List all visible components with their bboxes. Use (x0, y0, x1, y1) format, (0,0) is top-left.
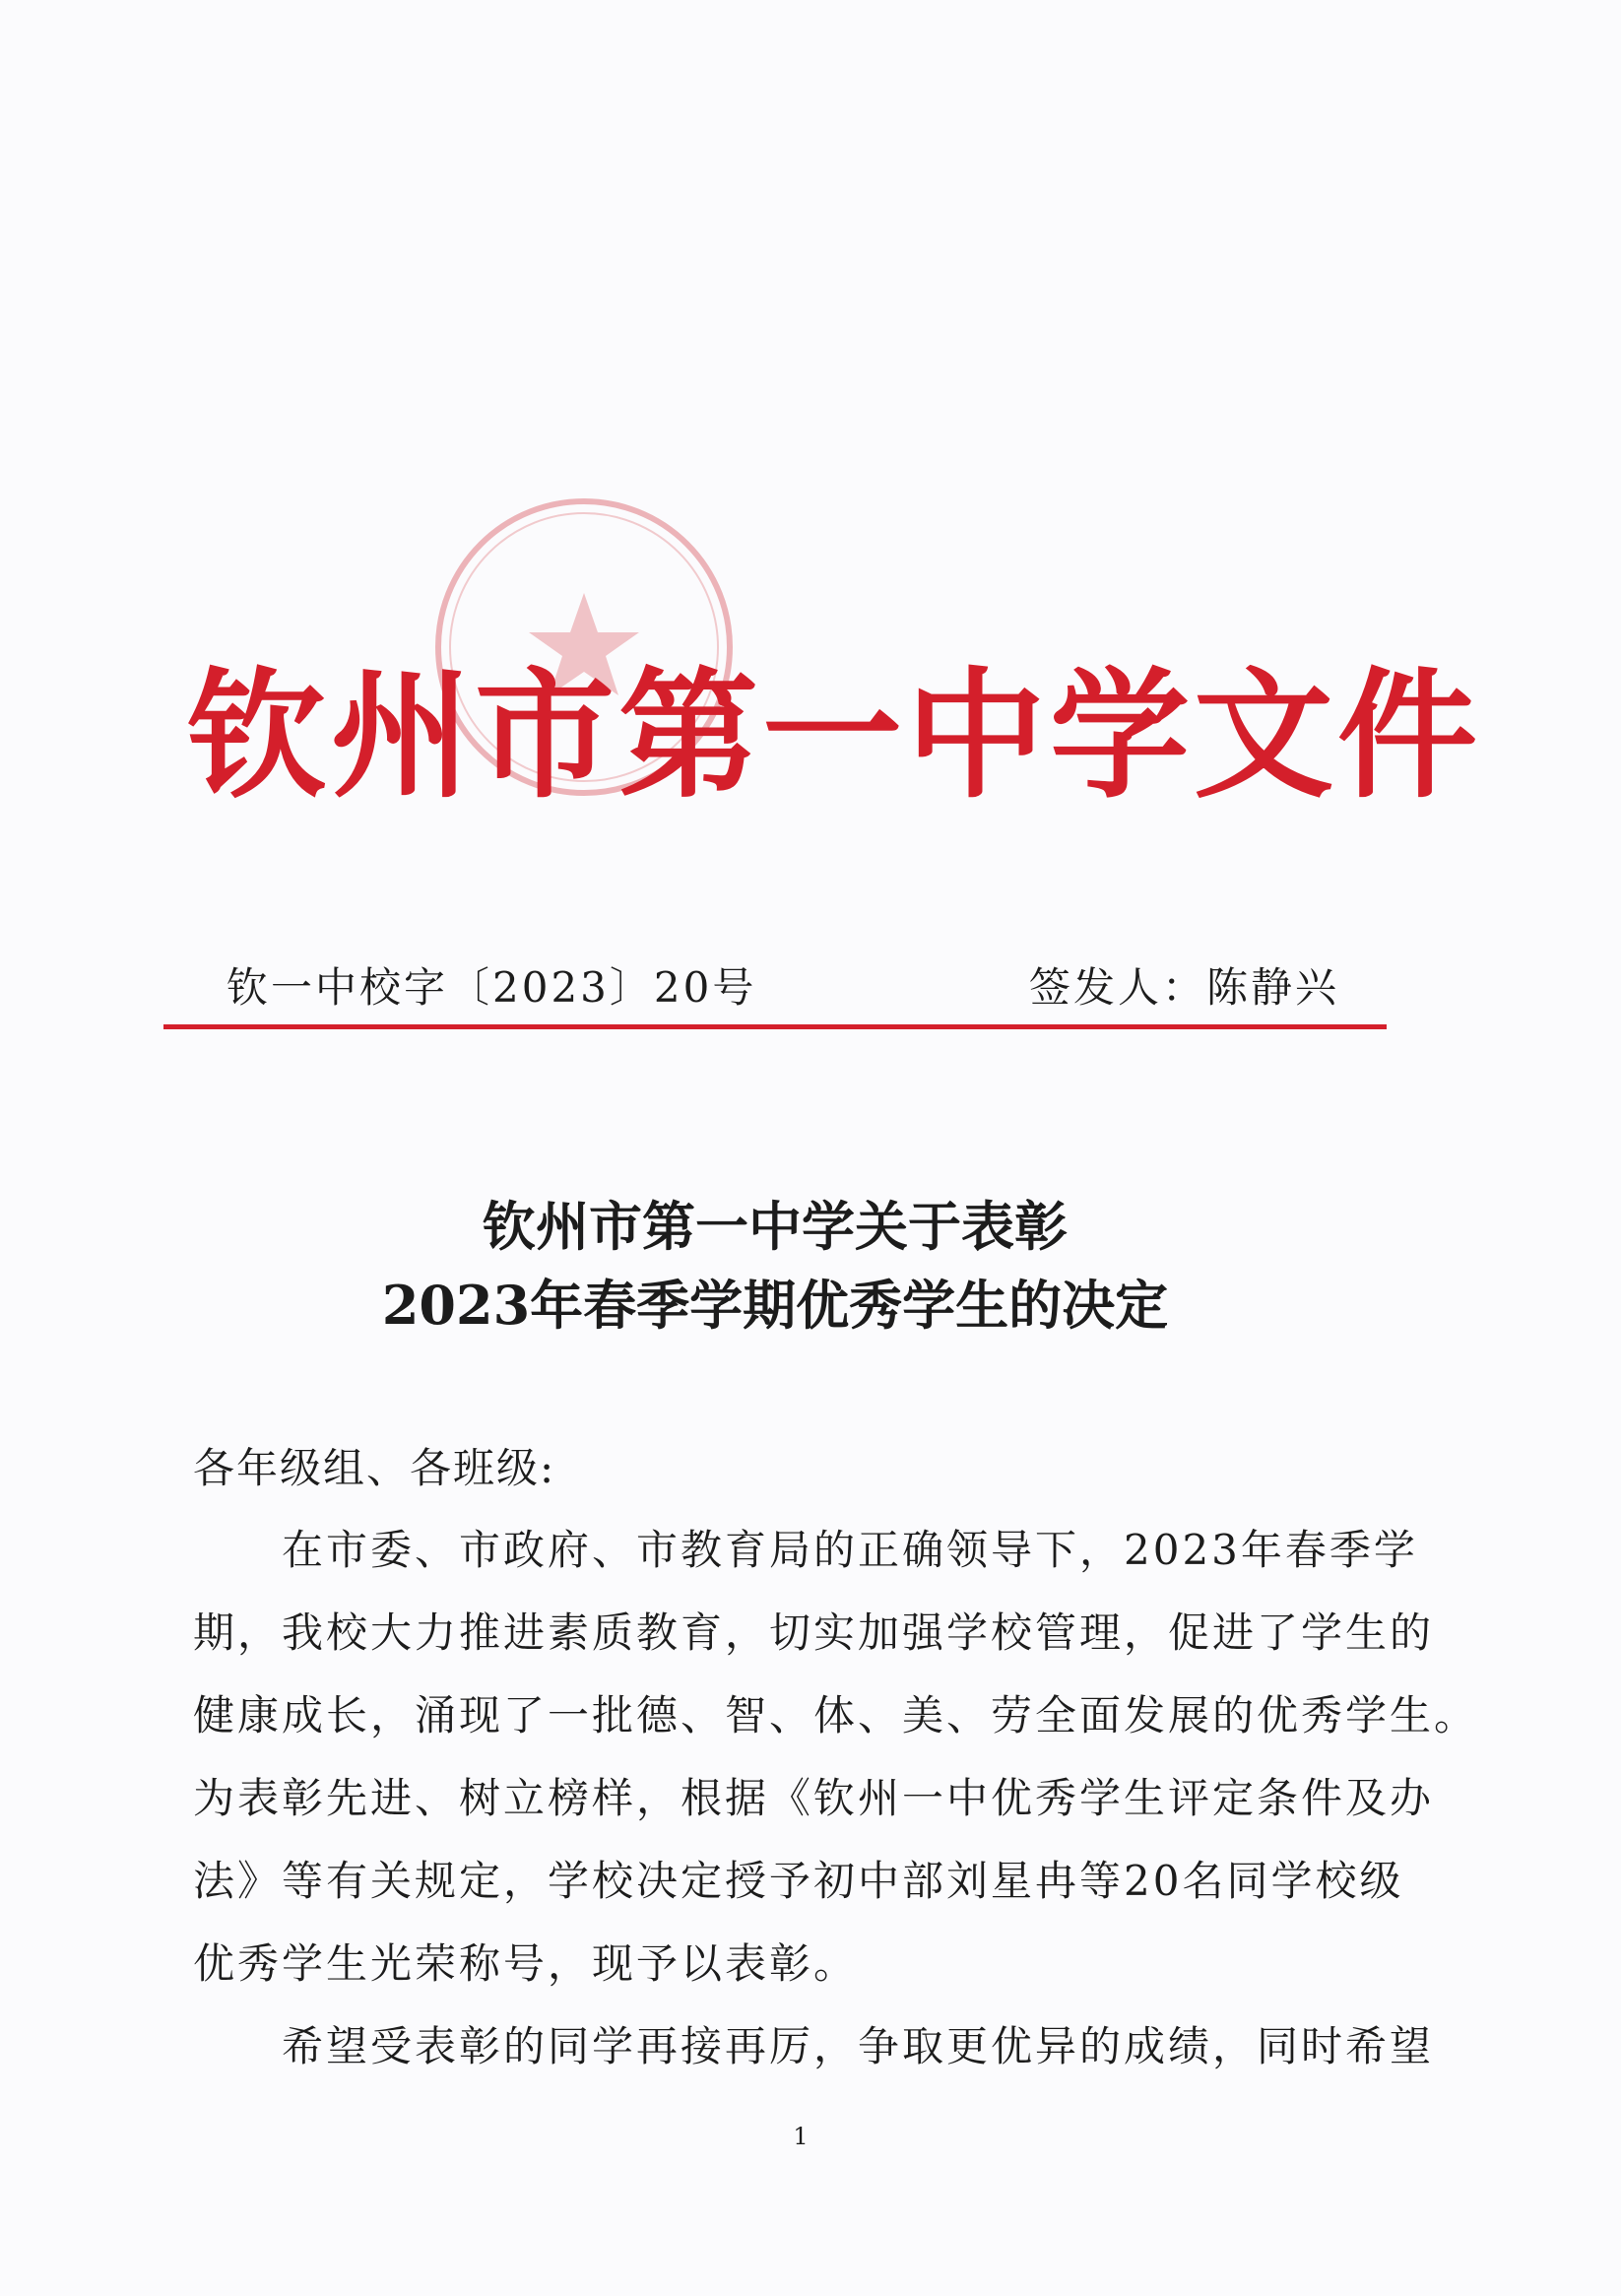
document-signer: 签发人：陈静兴 (1029, 963, 1340, 1012)
paragraph-line: 法》等有关规定，学校决定授予初中部刘星冉等20名同学校级 (193, 1857, 1404, 1905)
paragraph-line: 健康成长，涌现了一批德、智、体、美、劳全面发展的优秀学生。 (193, 1691, 1479, 1739)
salutation: 各年级组、各班级: (193, 1444, 556, 1492)
paragraph-line: 为表彰先进、树立榜样，根据《钦州一中优秀学生评定条件及办 (193, 1774, 1435, 1822)
page-number: 1 (793, 2123, 809, 2150)
document-number: 钦一中校字〔2023〕20号 (227, 963, 757, 1012)
document-title-line-1: 钦州市第一中学关于表彰 (483, 1195, 1068, 1258)
paragraph-line: 在市委、市政府、市教育局的正确领导下，2023年春季学 (282, 1526, 1418, 1574)
document-title-line-2: 2023年春季学期优秀学生的决定 (381, 1274, 1169, 1337)
paragraph-line: 希望受表彰的同学再接再厉，争取更优异的成绩，同时希望 (282, 2022, 1435, 2070)
paragraph-line: 期，我校大力推进素质教育，切实加强学校管理，促进了学生的 (193, 1608, 1435, 1657)
document-header-title: 钦州市第一中学文件 (187, 654, 1481, 818)
header-divider (163, 1024, 1387, 1029)
paragraph-line: 优秀学生光荣称号，现予以表彰。 (193, 1939, 859, 1988)
